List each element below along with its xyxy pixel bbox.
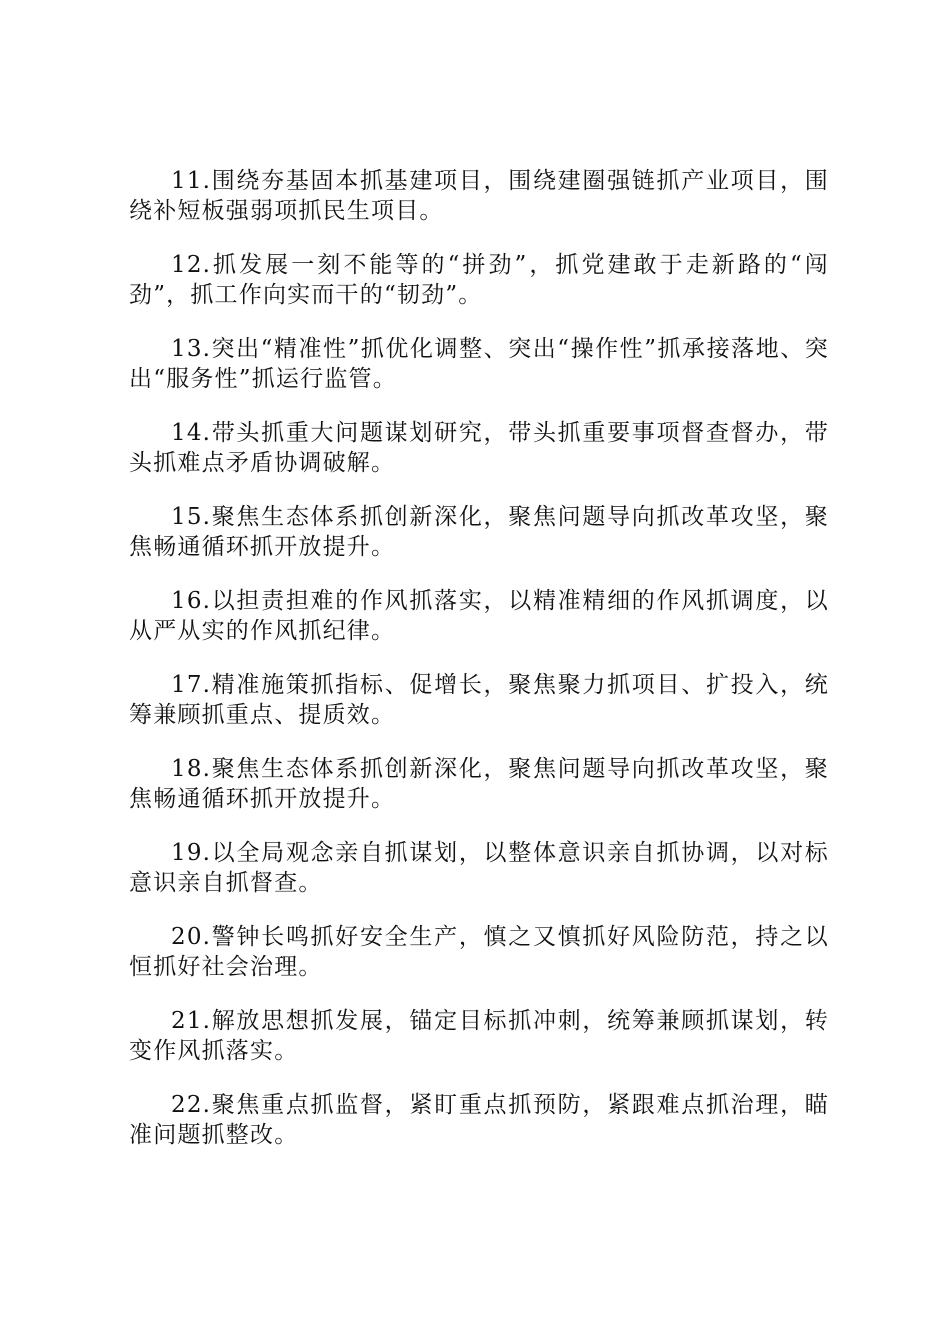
paragraph-number: 13. (171, 336, 212, 362)
paragraph-number: 19. (171, 840, 212, 866)
paragraph-15 (129, 502, 829, 562)
paragraph-12 (129, 250, 829, 310)
paragraph-text: 聚焦生态体系抓创新深化，聚焦问题导向抓改革攻坚，聚焦畅通循环抓开放提升。 (129, 504, 829, 560)
paragraph-number: 12. (171, 252, 212, 278)
paragraph-number: 21. (171, 1008, 212, 1034)
paragraph-14 (129, 418, 829, 478)
paragraph-number: 22. (171, 1092, 212, 1118)
paragraph-20 (129, 922, 829, 982)
paragraph-22 (129, 1090, 829, 1150)
paragraph-number: 20. (171, 924, 212, 950)
paragraph-text: 精准施策抓指标、促增长，聚焦聚力抓项目、扩投入，统筹兼顾抓重点、提质效。 (129, 672, 829, 728)
paragraph-number: 16. (171, 588, 212, 614)
paragraph-text: 以担责担难的作风抓落实，以精准精细的作风抓调度，以从严从实的作风抓纪律。 (129, 588, 829, 644)
paragraph-number: 17. (171, 672, 212, 698)
document-body (129, 166, 829, 1174)
paragraph-19 (129, 838, 829, 898)
paragraph-16 (129, 586, 829, 646)
paragraph-text: 以全局观念亲自抓谋划，以整体意识亲自抓协调，以对标意识亲自抓督查。 (129, 840, 829, 896)
paragraph-17 (129, 670, 829, 730)
paragraph-11 (129, 166, 829, 226)
paragraph-text: 围绕夯基固本抓基建项目，围绕建圈强链抓产业项目，围绕补短板强弱项抓民生项目。 (129, 168, 829, 224)
paragraph-18 (129, 754, 829, 814)
paragraph-number: 14. (171, 420, 212, 446)
paragraph-text: 带头抓重大问题谋划研究，带头抓重要事项督查督办，带头抓难点矛盾协调破解。 (129, 420, 829, 476)
paragraph-13 (129, 334, 829, 394)
paragraph-text: 突出“精准性”抓优化调整、突出“操作性”抓承接落地、突出“服务性”抓运行监管。 (129, 336, 829, 392)
paragraph-text: 聚焦生态体系抓创新深化，聚焦问题导向抓改革攻坚，聚焦畅通循环抓开放提升。 (129, 756, 829, 812)
paragraph-number: 18. (171, 756, 212, 782)
paragraph-number: 15. (171, 504, 212, 530)
paragraph-text: 聚焦重点抓监督，紧盯重点抓预防，紧跟难点抓治理，瞄准问题抓整改。 (129, 1092, 829, 1148)
paragraph-text: 解放思想抓发展，锚定目标抓冲刺，统筹兼顾抓谋划，转变作风抓落实。 (129, 1008, 829, 1064)
paragraph-number: 11. (171, 168, 212, 194)
paragraph-text: 警钟长鸣抓好安全生产，慎之又慎抓好风险防范，持之以恒抓好社会治理。 (129, 924, 829, 980)
paragraph-text: 抓发展一刻不能等的“拼劲”，抓党建敢于走新路的“闯劲”，抓工作向实而干的“韧劲”。 (129, 252, 829, 308)
paragraph-21 (129, 1006, 829, 1066)
